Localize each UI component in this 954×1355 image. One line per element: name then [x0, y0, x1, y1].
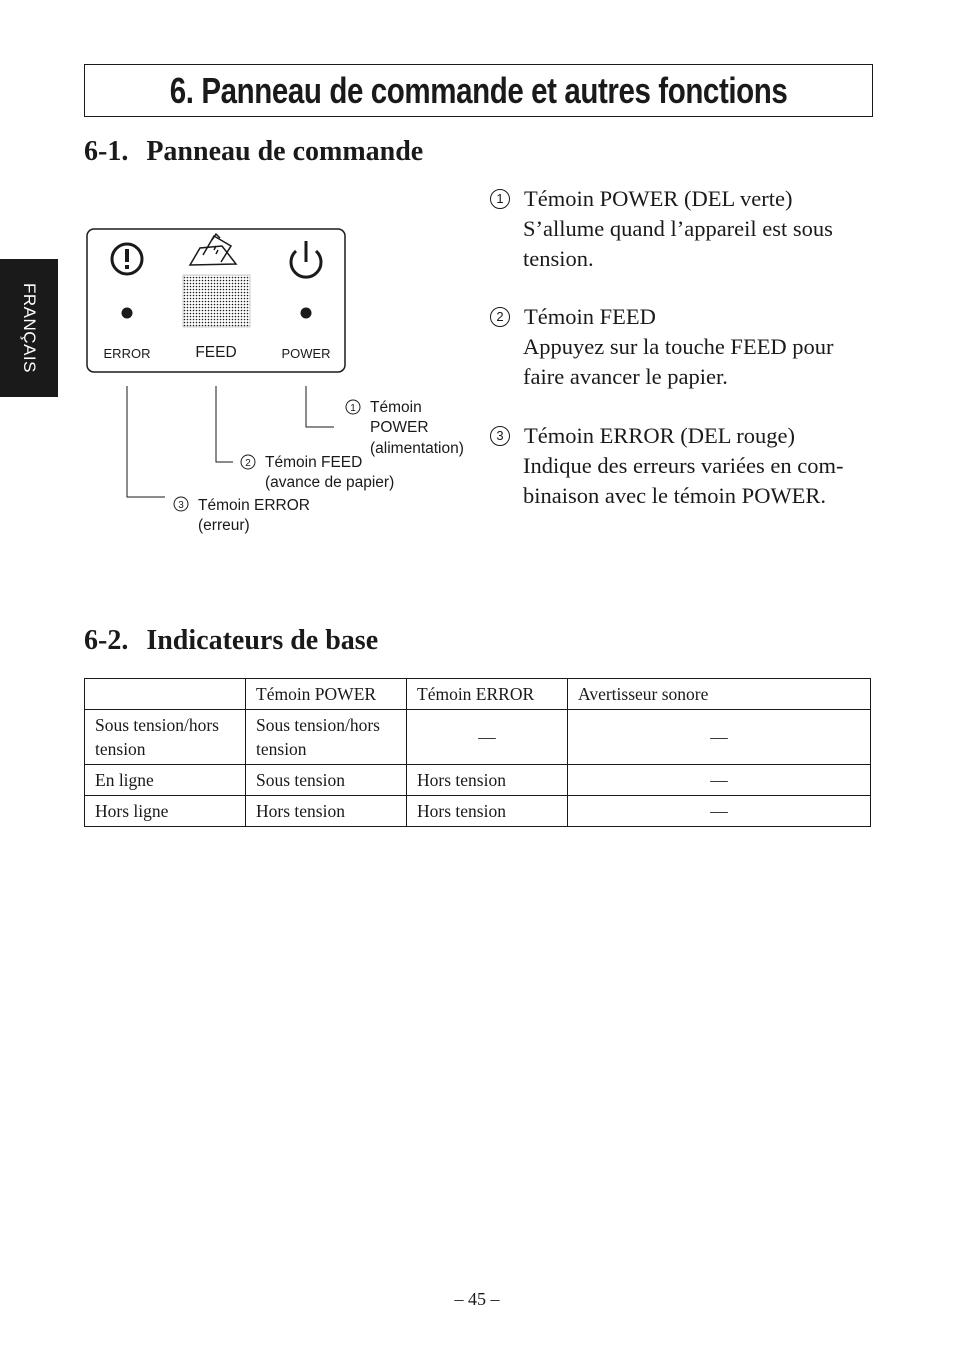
- error-icon: [112, 244, 142, 274]
- language-tab-label: FRANÇAIS: [20, 283, 39, 373]
- feed-button[interactable]: [183, 275, 250, 327]
- chapter-title: 6. Panneau de commande et autres fonctions: [169, 69, 788, 111]
- panel-label-error: ERROR: [103, 346, 151, 361]
- description-item-body-line: Appuyez sur la touche FEED pour: [523, 334, 834, 359]
- table-cell: —: [568, 796, 871, 827]
- callout-power-number: 1: [350, 403, 356, 414]
- description-item-title: Témoin FEED: [524, 304, 656, 329]
- description-item-body-line: faire avancer le papier.: [523, 364, 728, 389]
- description-item-number: 3: [490, 426, 510, 446]
- callout-power: [346, 399, 464, 457]
- callout-feed-number: 2: [245, 458, 251, 469]
- table-header-row: [85, 679, 871, 710]
- table-header-cell: [85, 679, 246, 710]
- description-item-body-line: S’allume quand l’appareil est sous: [523, 216, 833, 241]
- callout-error: [174, 497, 310, 534]
- description-item-error: [490, 421, 875, 511]
- table-cell: —: [407, 710, 568, 765]
- power-led: [301, 308, 312, 319]
- table-row: [85, 710, 871, 765]
- table-header-cell: Témoin ERROR: [407, 679, 568, 710]
- section-1-title: Panneau de commande: [146, 136, 424, 167]
- section-1-number: 6-1.: [84, 136, 129, 167]
- table-cell: Hors tension: [407, 796, 568, 827]
- description-item-body-line: Indique des erreurs variées en com-: [523, 453, 844, 478]
- callout-power-line-2: POWER: [370, 419, 429, 436]
- description-item-power: [490, 184, 875, 274]
- description-item-body-line: tension.: [523, 246, 594, 271]
- table-cell: Hors tension: [407, 765, 568, 796]
- table-cell: Sous tension/hors tension: [85, 710, 246, 765]
- callout-feed-line-2: (avance de papier): [265, 474, 395, 491]
- panel-label-power: POWER: [281, 346, 331, 361]
- page-number: – 45 –: [454, 1289, 500, 1309]
- description-item-body-line: binaison avec le témoin POWER.: [523, 483, 827, 508]
- error-led: [122, 308, 133, 319]
- table-cell: —: [568, 710, 871, 765]
- panel-label-feed: FEED: [195, 344, 237, 361]
- table-cell: Sous tension/hors tension: [246, 710, 407, 765]
- table-cell: Hors ligne: [85, 796, 246, 827]
- paper-feed-icon: [190, 234, 236, 265]
- table-cell: —: [568, 765, 871, 796]
- table-row: [85, 765, 871, 796]
- table-header-cell: Témoin POWER: [246, 679, 407, 710]
- description-item-number: 2: [490, 307, 510, 327]
- callout-error-number: 3: [178, 500, 184, 511]
- description-item-title: Témoin POWER (DEL verte): [524, 186, 793, 211]
- callout-power-line-3: (alimentation): [370, 440, 464, 457]
- description-item-number: 1: [490, 189, 510, 209]
- callout-feed-line-1: Témoin FEED: [265, 454, 363, 471]
- callout-error-line-2: (erreur): [198, 517, 250, 534]
- callout-power-line-1: Témoin: [370, 399, 422, 416]
- description-item-title: Témoin ERROR (DEL rouge): [524, 423, 795, 448]
- table-header-cell: Avertisseur sonore: [568, 679, 871, 710]
- callout-feed: [241, 454, 394, 491]
- section-2-number: 6-2.: [84, 625, 129, 656]
- section-2-heading: [84, 625, 378, 657]
- table-cell: En ligne: [85, 765, 246, 796]
- callout-error-line-1: Témoin ERROR: [198, 497, 310, 514]
- table-cell: Hors tension: [246, 796, 407, 827]
- description-item-feed: [490, 302, 875, 392]
- table-cell: Sous tension: [246, 765, 407, 796]
- section-2-title: Indicateurs de base: [146, 625, 379, 656]
- indicators-table: [84, 678, 871, 827]
- power-icon: [291, 241, 321, 277]
- table-row: [85, 796, 871, 827]
